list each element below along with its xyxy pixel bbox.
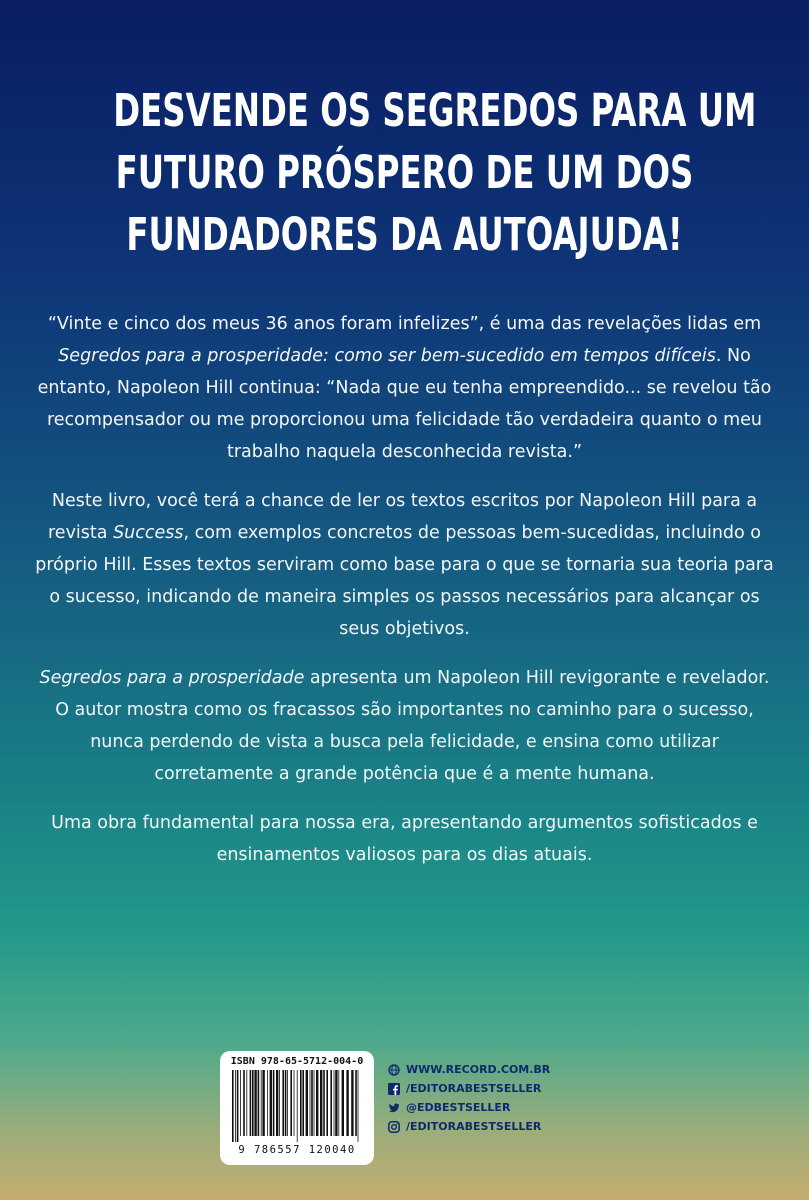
barcode-bar xyxy=(240,1070,241,1136)
barcode-bar xyxy=(297,1070,298,1142)
paragraph-3-text-b: apresenta um Napoleon Hill revigorante e revelador. O autor mostra como os fracassos são importantes no caminho para o sucesso, nunca perdendo de vista a busca pela felicidade, e ensina como utilizar corretamente a grande potência que é a mente humana. xyxy=(55,668,770,784)
headline-line-3: FUNDADORES DA AUTOAJUDA! xyxy=(126,208,683,261)
paragraph-2-magazine-title: Success xyxy=(113,523,184,543)
barcode-bar xyxy=(282,1070,284,1136)
headline xyxy=(113,80,757,266)
facebook-text: /EDITORABESTSELLER xyxy=(406,1082,542,1095)
instagram-icon xyxy=(388,1121,400,1133)
barcode-bar xyxy=(310,1070,311,1136)
paragraph-2 xyxy=(30,485,779,645)
barcode-bar xyxy=(358,1070,359,1142)
barcode-bar xyxy=(326,1070,328,1136)
contact-twitter[interactable] xyxy=(388,1098,550,1117)
barcode-bar xyxy=(246,1070,247,1136)
barcode-bar xyxy=(300,1070,302,1136)
barcode-bar xyxy=(279,1070,280,1136)
barcode-bar xyxy=(250,1070,252,1136)
barcode-bar xyxy=(355,1070,357,1136)
barcode-digits: 9 786557 120040 xyxy=(238,1144,356,1156)
paragraph-1-text-b: . No entanto, Napoleon Hill continua: “Nada que eu tenha empreendido... se revelou tão recompensador ou me proporcionou uma felicidade tão verdadeira quanto o meu trabalho naquela desconhecida revista.” xyxy=(37,346,772,462)
instagram-text: /EDITORABESTSELLER xyxy=(406,1120,542,1133)
barcode-bar xyxy=(351,1070,353,1136)
twitter-text: @EDBESTSELLER xyxy=(406,1101,511,1114)
barcode-bar xyxy=(330,1070,332,1136)
contact-website[interactable] xyxy=(388,1060,550,1079)
barcode-bar xyxy=(252,1070,254,1136)
website-text: WWW.RECORD.COM.BR xyxy=(406,1063,551,1076)
barcode-bar xyxy=(235,1070,236,1142)
paragraph-2-text-a: Neste livro, você terá a chance de ler os textos escritos por Napoleon Hill para a revista xyxy=(48,491,758,543)
barcode-bar xyxy=(294,1070,295,1136)
barcode-bar xyxy=(232,1070,234,1142)
barcode-bar xyxy=(320,1070,322,1136)
globe-icon xyxy=(388,1064,400,1076)
barcode-bar xyxy=(254,1070,256,1136)
barcode-bar xyxy=(314,1070,315,1136)
contact-instagram[interactable] xyxy=(388,1117,550,1136)
paragraph-1-text-a: “Vinte e cinco dos meus 36 anos foram infelizes”, é uma das revelações lidas em xyxy=(47,314,762,334)
facebook-icon xyxy=(388,1083,400,1095)
barcode-bar xyxy=(243,1070,245,1136)
twitter-icon xyxy=(388,1102,400,1114)
headline-line-2: FUTURO PRÓSPERO DE UM DOS xyxy=(115,146,694,199)
barcode-box xyxy=(220,1051,374,1165)
barcode-bar xyxy=(302,1070,304,1136)
barcode-bar xyxy=(276,1070,278,1136)
barcode-bar xyxy=(306,1070,308,1136)
isbn-label: ISBN 978-65-5712-004-0 xyxy=(230,1056,364,1067)
barcode-bar xyxy=(285,1070,287,1136)
barcode-bar xyxy=(237,1070,239,1142)
barcode-bar xyxy=(338,1070,339,1136)
paragraph-3-book-title: Segredos para a prosperidade xyxy=(39,668,305,688)
barcode-bar xyxy=(323,1070,325,1136)
barcode-bar xyxy=(287,1070,288,1136)
barcode-bar xyxy=(270,1070,272,1136)
barcode-bar xyxy=(273,1070,275,1136)
barcode-bar xyxy=(346,1070,348,1136)
paragraph-2-text-b: , com exemplos concretos de pessoas bem-sucedidas, incluindo o próprio Hill. Esses textos serviram como base para o que se tornaria sua teoria para o sucesso, indicando de maneira simples os passos necessários para alcançar os seus objetivos. xyxy=(35,523,774,639)
barcode-bar xyxy=(290,1070,292,1136)
barcode-bar xyxy=(316,1070,318,1136)
contact-list xyxy=(388,1060,550,1136)
paragraph-3 xyxy=(30,662,779,790)
paragraph-1-book-title: Segredos para a prosperidade: como ser bem-sucedido em tempos difíceis xyxy=(58,346,716,366)
barcode-bar xyxy=(311,1070,313,1136)
barcode-bar xyxy=(334,1070,335,1136)
barcode-bar xyxy=(258,1070,260,1136)
barcode-bars xyxy=(232,1070,362,1142)
contact-facebook[interactable] xyxy=(388,1079,550,1098)
paragraph-4 xyxy=(30,807,779,871)
barcode-bar xyxy=(335,1070,337,1136)
barcode-bar xyxy=(262,1070,264,1136)
barcode-bar xyxy=(342,1070,344,1136)
paragraph-1 xyxy=(30,308,779,468)
paragraph-4-text: Uma obra fundamental para nossa era, apresentando argumentos sofisticados e ensinamentos valiosos para os dias atuais. xyxy=(51,813,758,865)
headline-line-1: DESVENDE OS SEGREDOS PARA UM xyxy=(113,84,757,137)
synopsis xyxy=(30,308,779,888)
barcode-bar xyxy=(267,1070,268,1136)
barcode-bar xyxy=(261,1070,262,1136)
